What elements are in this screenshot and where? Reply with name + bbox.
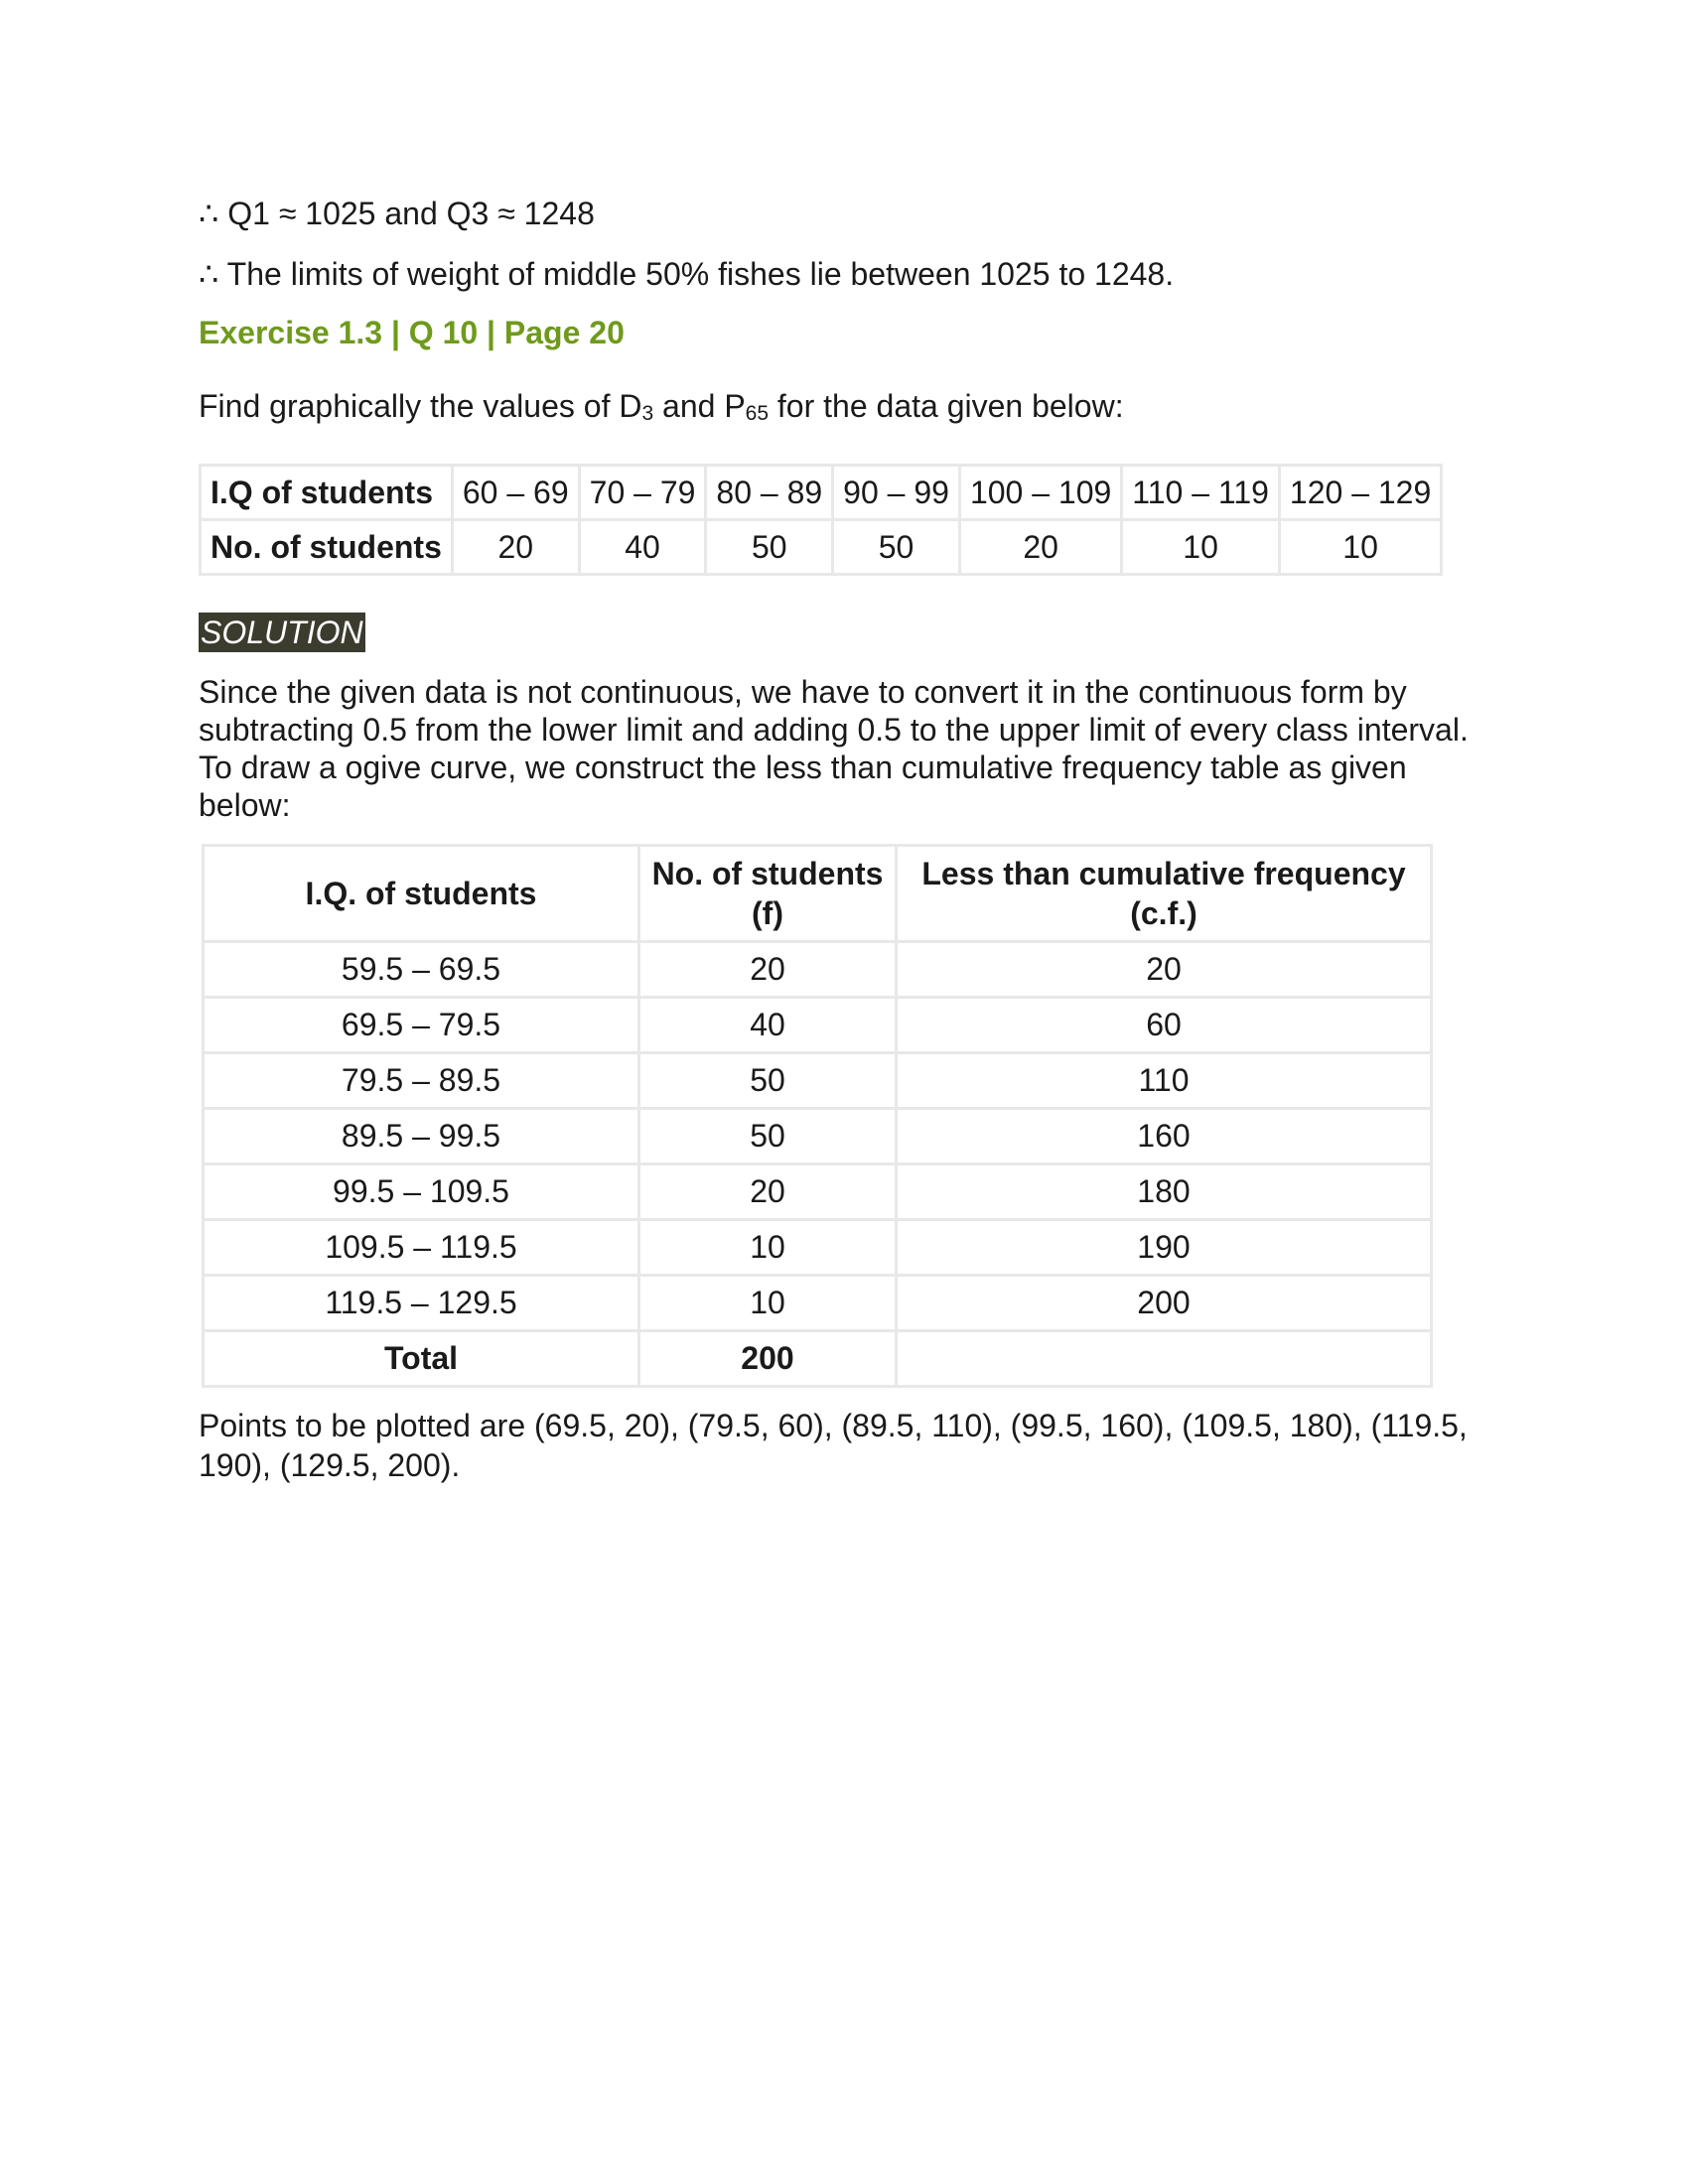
- frequency-cell: 10: [1122, 520, 1280, 575]
- header-frequency: No. of students (f): [639, 846, 897, 942]
- class-cell: 90 – 99: [833, 466, 960, 520]
- class-cell: 60 – 69: [452, 466, 579, 520]
- frequency-cell: 40: [639, 998, 897, 1053]
- frequency-cell: 50: [639, 1109, 897, 1164]
- table-row: [201, 520, 1442, 575]
- question-mid: and P: [653, 388, 746, 424]
- frequency-cell: 50: [706, 520, 833, 575]
- d-subscript: 3: [641, 402, 654, 425]
- exercise-heading: Exercise 1.3 | Q 10 | Page 20: [199, 315, 625, 350]
- frequency-cell: 20: [639, 942, 897, 998]
- class-cell: 120 – 129: [1279, 466, 1441, 520]
- frequency-cell: 10: [639, 1220, 897, 1276]
- cf-cell: 20: [897, 942, 1432, 998]
- table-header-row: [204, 846, 1432, 942]
- table-row: [201, 466, 1442, 520]
- given-data-table: [199, 464, 1443, 576]
- class-cell: 70 – 79: [579, 466, 706, 520]
- iq-row-label: I.Q of students: [201, 466, 453, 520]
- cumulative-frequency-table: [202, 844, 1433, 1388]
- cf-cell: 60: [897, 998, 1432, 1053]
- question-text: [199, 386, 1470, 431]
- total-value: 200: [639, 1331, 897, 1387]
- cf-cell: 200: [897, 1276, 1432, 1331]
- frequency-cell: 50: [833, 520, 960, 575]
- quartile-result-line: ∴ Q1 ≈ 1025 and Q3 ≈ 1248: [199, 196, 595, 231]
- frequency-cell: 10: [1279, 520, 1441, 575]
- frequency-cell: 20: [639, 1164, 897, 1220]
- question-suffix: for the data given below:: [769, 388, 1124, 424]
- solution-paragraph: Since the given data is not continuous, we have to convert it in the continuous form by subtracting 0.5 from the lower limit and adding 0.5 to the upper limit of every class interval. To draw a ogive curve, we construct the less than cumulative frequency table as given below:: [199, 674, 1469, 823]
- cf-cell: 180: [897, 1164, 1432, 1220]
- table-row: [204, 942, 1432, 998]
- class-interval-cell: 89.5 – 99.5: [204, 1109, 639, 1164]
- class-interval-cell: 109.5 – 119.5: [204, 1220, 639, 1276]
- class-interval-cell: 119.5 – 129.5: [204, 1276, 639, 1331]
- class-interval-cell: 69.5 – 79.5: [204, 998, 639, 1053]
- header-cumulative-frequency: Less than cumulative frequency (c.f.): [897, 846, 1432, 942]
- header-iq: I.Q. of students: [204, 846, 639, 942]
- table-row: [204, 1220, 1432, 1276]
- frequency-cell: 10: [639, 1276, 897, 1331]
- frequency-cell: 20: [452, 520, 579, 575]
- frequency-cell: 20: [959, 520, 1121, 575]
- table-row: [204, 1053, 1432, 1109]
- table-row: [204, 998, 1432, 1053]
- cf-cell: 190: [897, 1220, 1432, 1276]
- limits-line: ∴ The limits of weight of middle 50% fishes lie between 1025 to 1248.: [199, 256, 1175, 292]
- students-row-label: No. of students: [201, 520, 453, 575]
- table-row: [204, 1164, 1432, 1220]
- total-label: Total: [204, 1331, 639, 1387]
- total-cf-cell: [897, 1331, 1432, 1387]
- cf-cell: 110: [897, 1053, 1432, 1109]
- class-cell: 80 – 89: [706, 466, 833, 520]
- points-paragraph: Points to be plotted are (69.5, 20), (79.5, 60), (89.5, 110), (99.5, 160), (109.5, 180), (119.5, 190), (129.5, 200).: [199, 1408, 1468, 1483]
- frequency-cell: 50: [639, 1053, 897, 1109]
- class-cell: 110 – 119: [1122, 466, 1280, 520]
- class-cell: 100 – 109: [959, 466, 1121, 520]
- frequency-cell: 40: [579, 520, 706, 575]
- question-prefix: Find graphically the values of D: [199, 388, 642, 424]
- table-row: [204, 1276, 1432, 1331]
- class-interval-cell: 59.5 – 69.5: [204, 942, 639, 998]
- p-subscript: 65: [745, 402, 770, 425]
- table-row: [204, 1109, 1432, 1164]
- cf-cell: 160: [897, 1109, 1432, 1164]
- solution-label: SOLUTION: [201, 614, 363, 650]
- class-interval-cell: 99.5 – 109.5: [204, 1164, 639, 1220]
- class-interval-cell: 79.5 – 89.5: [204, 1053, 639, 1109]
- document-page: [199, 194, 1470, 1485]
- total-row: [204, 1331, 1432, 1387]
